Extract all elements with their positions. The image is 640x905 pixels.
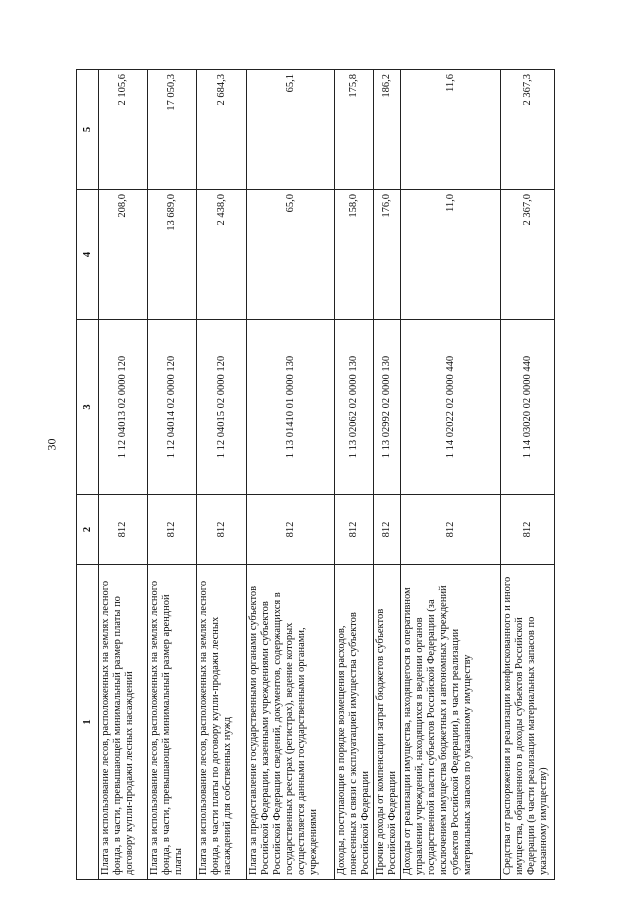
column-header: 2 [77,495,99,565]
row-value-col4: 2 367,0 [501,190,555,320]
row-value-col5: 17 050,3 [148,70,197,190]
table-row [197,70,247,880]
column-header: 5 [77,70,99,190]
row-description: Плата за использование лесов, расположенных на землях лесного фонда, в части, превышающей минимальный размер платы по договору купли-продажи лесных насаждений [99,565,148,880]
row-value-col4: 158,0 [335,190,374,320]
row-description: Средства от распоряжения и реализации конфискованного и иного имущества, обращенного в доходы субъектов Российской Федерации (в части реализации материальных запасов по указанному имуществу) [501,565,555,880]
column-header: 1 [77,565,99,880]
table-row [99,70,148,880]
row-admin-code: 812 [247,495,335,565]
table-row [335,70,374,880]
row-budget-code: 1 13 01410 01 0000 130 [247,320,335,495]
row-value-col4: 208,0 [99,190,148,320]
row-admin-code: 812 [374,495,401,565]
row-value-col5: 175,8 [335,70,374,190]
row-value-col5: 2 367,3 [501,70,555,190]
row-value-col4: 13 689,0 [148,190,197,320]
row-admin-code: 812 [335,495,374,565]
row-value-col5: 65,1 [247,70,335,190]
table-row [401,70,501,880]
table-header-row [77,70,99,880]
row-budget-code: 1 13 02992 02 0000 130 [374,320,401,495]
row-value-col5: 2 105,6 [99,70,148,190]
row-value-col4: 65,0 [247,190,335,320]
row-admin-code: 812 [99,495,148,565]
table-row [374,70,401,880]
table-row [247,70,335,880]
table-row [148,70,197,880]
row-description: Плата за предоставление государственными органами субъектов Российской Федерации, казенными учреждениями субъектов Российской Федерации сведений, документов, содержащихся в государственных реестрах (регистрах), ведение которых осуществляется данными государственными органами, учреждениями [247,565,335,880]
row-description: Плата за использование лесов, расположенных на землях лесного фонда, в части платы по договору купли-продажи лесных насаждений для собственных нужд [197,565,247,880]
row-admin-code: 812 [401,495,501,565]
row-budget-code: 1 12 04013 02 0000 120 [99,320,148,495]
table-row [501,70,555,880]
row-admin-code: 812 [501,495,555,565]
row-description: Плата за использование лесов, расположенных на землях лесного фонда, в части, превышающей минимальный размер арендной платы [148,565,197,880]
column-header: 4 [77,190,99,320]
row-value-col5: 11,6 [401,70,501,190]
row-description: Доходы, поступающие в порядке возмещения расходов, понесенных в связи с эксплуатацией имущества субъектов Российской Федерации [335,565,374,880]
row-budget-code: 1 14 02022 02 0000 440 [401,320,501,495]
row-budget-code: 1 13 02062 02 0000 130 [335,320,374,495]
row-value-col4: 11,0 [401,190,501,320]
row-budget-code: 1 14 03020 02 0000 440 [501,320,555,495]
row-budget-code: 1 12 04014 02 0000 120 [148,320,197,495]
column-header: 3 [77,320,99,495]
row-admin-code: 812 [148,495,197,565]
rotated-table-container [76,70,553,880]
row-value-col5: 2 684,3 [197,70,247,190]
row-admin-code: 812 [197,495,247,565]
row-value-col4: 2 438,0 [197,190,247,320]
row-budget-code: 1 12 04015 02 0000 120 [197,320,247,495]
row-description: Доходы от реализации имущества, находящегося в оперативном управлении учреждений, находящихся в ведении органов государственной власти субъектов Российской Федерации (за исключением имущества бюджетных и автономных учреждений субъектов Российской Федерации), в части реализации материальных запасов по указанному имуществу [401,565,501,880]
row-value-col4: 176,0 [374,190,401,320]
row-value-col5: 186,2 [374,70,401,190]
row-description: Прочие доходы от компенсации затрат бюджетов субъектов Российской Федерации [374,565,401,880]
page-number: 30 [44,438,59,451]
budget-revenue-table [76,69,555,880]
